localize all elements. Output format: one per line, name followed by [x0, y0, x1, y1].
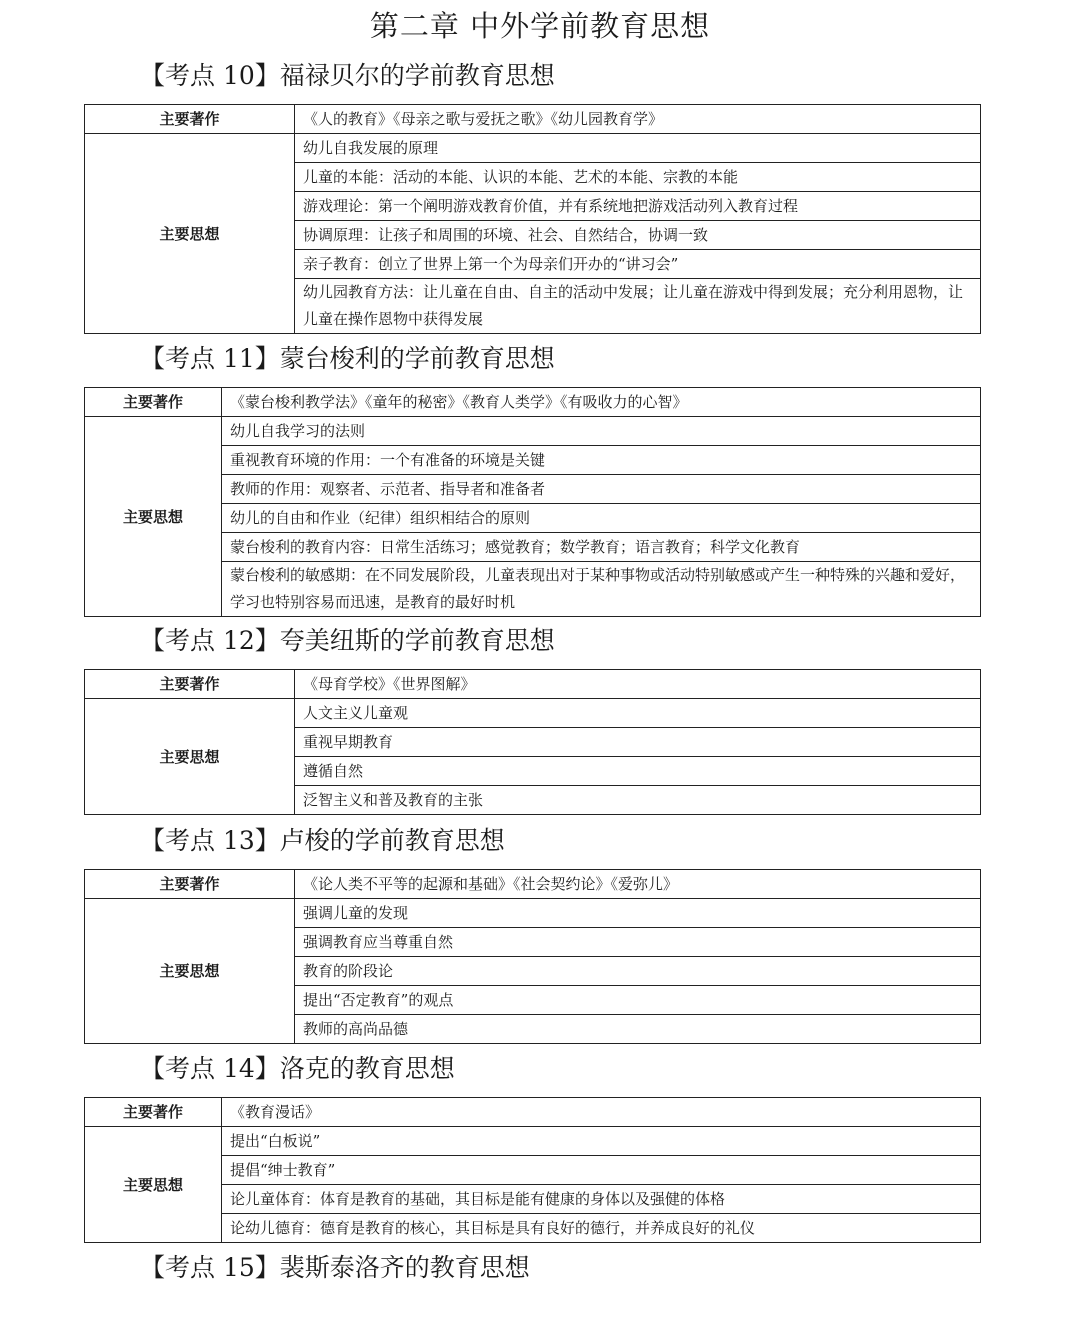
- section-heading-15: 【考点 15】裴斯泰洛齐的教育思想: [140, 1253, 530, 1282]
- table-row: [85, 388, 981, 417]
- idea-cell: 蒙台梭利的敏感期：在不同发展阶段，儿童表现出对于某种事物或活动特别敏感或产生一种特殊的兴趣和爱好，学习也特别容易而迅速，是教育的最好时机: [222, 562, 981, 617]
- idea-cell: 泛智主义和普及教育的主张: [295, 786, 981, 815]
- table-row: [85, 1127, 981, 1156]
- works-cell: 《人的教育》《母亲之歌与爱抚之歌》《幼儿园教育学》: [295, 105, 981, 134]
- idea-cell: 重视教育环境的作用：一个有准备的环境是关键: [222, 446, 981, 475]
- table-row: [85, 699, 981, 728]
- idea-cell: 提出“否定教育”的观点: [295, 986, 981, 1015]
- idea-cell: 遵循自然: [295, 757, 981, 786]
- works-label: 主要著作: [85, 670, 295, 699]
- table-row: [85, 134, 981, 163]
- ideas-label: 主要思想: [85, 699, 295, 815]
- works-cell: 《论人类不平等的起源和基础》《社会契约论》《爱弥儿》: [295, 870, 981, 899]
- ideas-label: 主要思想: [85, 899, 295, 1044]
- idea-cell: 提出“白板说”: [222, 1127, 981, 1156]
- works-label: 主要著作: [85, 1098, 222, 1127]
- section-heading-11: 【考点 11】蒙台梭利的学前教育思想: [140, 344, 555, 373]
- idea-cell: 人文主义儿童观: [295, 699, 981, 728]
- idea-cell: 幼儿的自由和作业（纪律）组织相结合的原则: [222, 504, 981, 533]
- idea-cell: 论儿童体育：体育是教育的基础，其目标是能有健康的身体以及强健的体格: [222, 1185, 981, 1214]
- section-heading-12: 【考点 12】夸美纽斯的学前教育思想: [140, 626, 555, 655]
- works-cell: 《母育学校》《世界图解》: [295, 670, 981, 699]
- works-cell: 《蒙台梭利教学法》《童年的秘密》《教育人类学》《有吸收力的心智》: [222, 388, 981, 417]
- table-row: [85, 105, 981, 134]
- table-row: [85, 670, 981, 699]
- idea-cell: 重视早期教育: [295, 728, 981, 757]
- idea-cell: 游戏理论：第一个阐明游戏教育价值，并有系统地把游戏活动列入教育过程: [295, 192, 981, 221]
- table-montessori: [84, 387, 981, 617]
- table-froebel: [84, 104, 981, 334]
- section-heading-14: 【考点 14】洛克的教育思想: [140, 1054, 455, 1083]
- table-row: [85, 1098, 981, 1127]
- works-label: 主要著作: [85, 105, 295, 134]
- idea-cell: 儿童的本能：活动的本能、认识的本能、艺术的本能、宗教的本能: [295, 163, 981, 192]
- ideas-label: 主要思想: [85, 134, 295, 334]
- idea-cell: 论幼儿德育：德育是教育的核心，其目标是具有良好的德行，并养成良好的礼仪: [222, 1214, 981, 1243]
- table-row: [85, 417, 981, 446]
- idea-cell: 蒙台梭利的教育内容：日常生活练习；感觉教育；数学教育；语言教育；科学文化教育: [222, 533, 981, 562]
- table-comenius: [84, 669, 981, 815]
- idea-cell: 幼儿园教育方法：让儿童在自由、自主的活动中发展；让儿童在游戏中得到发展；充分利用恩物，让儿童在操作恩物中获得发展: [295, 279, 981, 334]
- idea-cell: 教师的作用：观察者、示范者、指导者和准备者: [222, 475, 981, 504]
- chapter-title: 第二章 中外学前教育思想: [369, 9, 711, 43]
- idea-cell: 教师的高尚品德: [295, 1015, 981, 1044]
- table-locke: [84, 1097, 981, 1243]
- table-row: [85, 899, 981, 928]
- idea-cell: 提倡“绅士教育”: [222, 1156, 981, 1185]
- idea-cell: 幼儿自我学习的法则: [222, 417, 981, 446]
- works-label: 主要著作: [85, 388, 222, 417]
- ideas-label: 主要思想: [85, 1127, 222, 1243]
- idea-cell: 协调原理：让孩子和周围的环境、社会、自然结合，协调一致: [295, 221, 981, 250]
- idea-cell: 强调儿童的发现: [295, 899, 981, 928]
- idea-cell: 幼儿自我发展的原理: [295, 134, 981, 163]
- table-rousseau: [84, 869, 981, 1044]
- table-row: [85, 870, 981, 899]
- section-heading-10: 【考点 10】福禄贝尔的学前教育思想: [140, 61, 555, 90]
- idea-cell: 亲子教育：创立了世界上第一个为母亲们开办的“讲习会”: [295, 250, 981, 279]
- section-heading-13: 【考点 13】卢梭的学前教育思想: [140, 826, 505, 855]
- works-cell: 《教育漫话》: [222, 1098, 981, 1127]
- ideas-label: 主要思想: [85, 417, 222, 617]
- idea-cell: 教育的阶段论: [295, 957, 981, 986]
- works-label: 主要著作: [85, 870, 295, 899]
- idea-cell: 强调教育应当尊重自然: [295, 928, 981, 957]
